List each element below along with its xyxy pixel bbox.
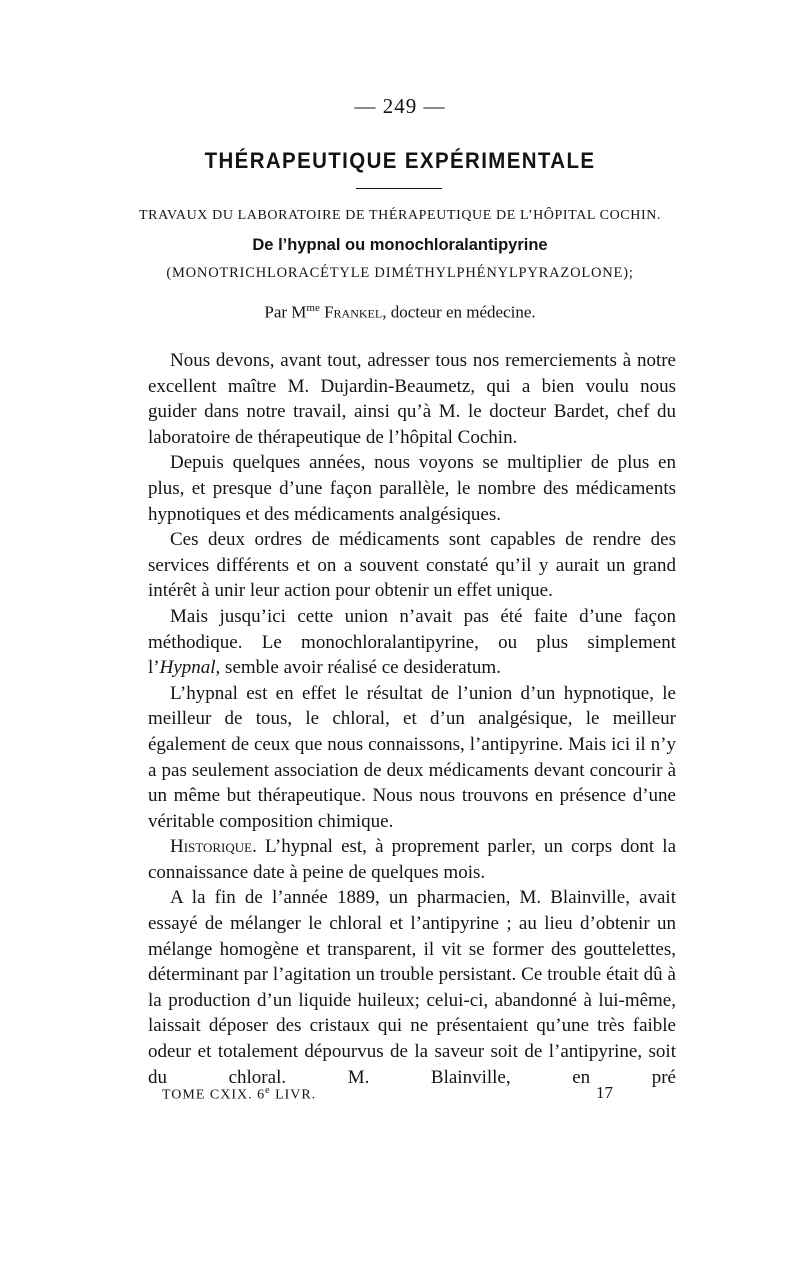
paragraph-4-end: , semble avoir réalisé ce desideratum. [215,657,501,679]
signature-number: 17 [596,1083,613,1102]
byline-suffix: , docteur en médecine. [382,302,536,322]
paragraph-6-text: L’hypnal est, à proprement parler, un corps dont la connaissance date à peine de quelques mois. [148,836,676,883]
paragraph-7: A la fin de l’année 1889, un pharmacien, M. Blainville, avait essayé de mélanger le chloral et l’antipyrine ; au lieu d’obtenir un mélange homogène et transparent, il vit se former des gouttelettes, déterminant par l’agitation un trouble persistant. Ce trouble était dû à la production d’un liquide huileux; celui-ci, abandonné à lui-même, laissait déposer des cristaux qui ne présentaient qu’une très faible odeur et totalement dépourvus de la saveur soit de l’antipyrine, soit du chloral. M. Blainville, en pré [148,887,676,1088]
historique-label: Historique. [170,836,257,858]
lab-heading: TRAVAUX DU LABORATOIRE DE THÉRAPEUTIQUE DE L’HÔPITAL COCHIN. [138,208,662,223]
section-title: THÉRAPEUTIQUE EXPÉRIMENTALE [204,148,596,173]
byline [0,302,800,323]
paragraph-6 [148,834,676,885]
article-title: De l’hypnal ou monochloralantipyrine [252,236,548,254]
volume-prefix: TOME CXIX. 6 [162,1087,266,1103]
volume-sup: e [265,1085,271,1096]
volume-line [162,1085,316,1104]
paragraph-4-start: Mais jusqu’ici cette union n’avait pas été faite d’une façon méthodique. Le monochloralantipyrine, ou plus simplement l’ [148,605,676,679]
title-divider [356,188,442,189]
volume-suffix: LIVR. [270,1087,317,1103]
hypnal-italic: Hypnal [159,657,216,679]
paragraph-4 [148,604,676,681]
paragraph-1: Nous devons, avant tout, adresser tous nos remerciements à notre excellent maître M. Dujardin-Beaumetz, qui a bien voulu nous guider dans notre travail, ainsi qu’à M. le docteur Bardet, chef du laboratoire de thérapeutique de l’hôpital Cochin. [148,350,676,448]
page-number: — 249 — [354,94,446,118]
byline-author: Frankel [324,302,383,322]
byline-prefix: Par M [264,302,307,322]
byline-sup: me [306,302,320,314]
article-subtitle: (MONOTRICHLORACÉTYLE DIMÉTHYLPHÉNYLPYRAZOLONE); [166,265,634,281]
article-body [148,348,676,1090]
paragraph-5: L’hypnal est en effet le résultat de l’union d’un hypnotique, le meilleur de tous, le chloral, et d’un analgésique, le meilleur également de ceux que nous connaissons, l’antipyrine. Mais ici il n’y a pas seulement association de deux médicaments devant concourir à un même but thérapeutique. Nous nous trouvons en présence d’une véritable composition chimique. [148,682,676,832]
paragraph-2: Depuis quelques années, nous voyons se multiplier de plus en plus, et presque d’une façon parallèle, le nombre des médicaments hypnotiques et des médicaments analgésiques. [148,452,676,525]
paragraph-3: Ces deux ordres de médicaments sont capables de rendre des services différents et on a souvent constaté qu’il y aurait un grand intérêt à unir leur action pour obtenir un effet unique. [148,529,676,602]
